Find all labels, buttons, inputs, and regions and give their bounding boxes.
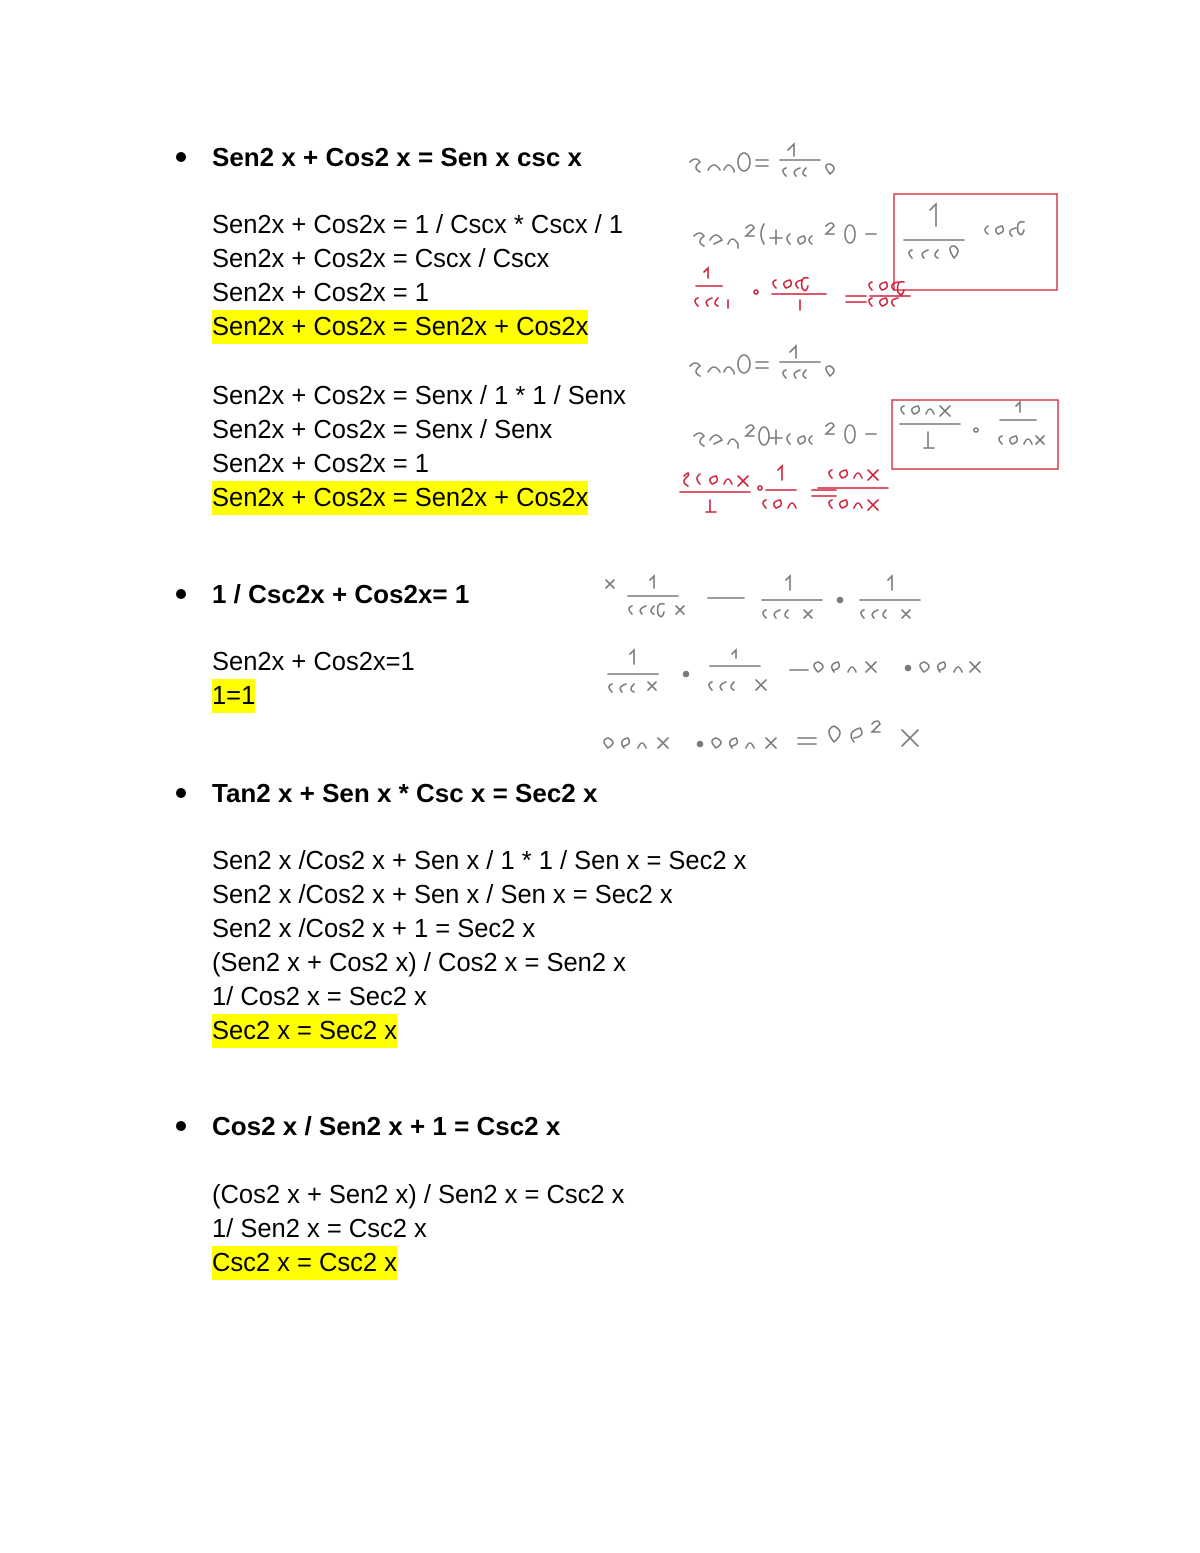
equation-line: Sen2x + Cos2x = 1	[212, 279, 429, 307]
bullet-dot	[176, 788, 186, 798]
equation-line: Sen2 x /Cos2 x + Sen x / 1 * 1 / Sen x = Sec2 x	[212, 847, 747, 875]
section-1-block-2	[212, 379, 626, 515]
annotation-box	[892, 400, 1058, 469]
section-2-lines	[212, 645, 415, 713]
highlighted-result: 1=1	[212, 679, 255, 713]
equation-line: Sen2 x /Cos2 x + 1 = Sec2 x	[212, 915, 536, 943]
equation-line: (Cos2 x + Sen2 x) / Sen2 x = Csc2 x	[212, 1181, 625, 1209]
section-3-heading: Tan2 x + Sen x * Csc x = Sec2 x	[212, 778, 598, 808]
equation-line: Sen2x + Cos2x = Senx / 1 * 1 / Senx	[212, 382, 626, 410]
handwriting-block-3	[604, 576, 980, 748]
highlighted-result: Sen2x + Cos2x = Sen2x + Cos2x	[212, 481, 588, 515]
equation-line: Sen2x + Cos2x = Senx / Senx	[212, 416, 553, 444]
equation-line: Sen2x + Cos2x = 1	[212, 450, 429, 478]
highlighted-result: Csc2 x = Csc2 x	[212, 1246, 397, 1280]
handwriting-block-2	[690, 346, 1044, 448]
highlighted-result: Sen2x + Cos2x = Sen2x + Cos2x	[212, 310, 588, 344]
equation-line: 1/ Cos2 x = Sec2 x	[212, 983, 427, 1011]
equation-line: 1/ Sen2 x = Csc2 x	[212, 1215, 427, 1243]
section-1-block-1	[212, 208, 623, 344]
handwriting-red-2	[680, 466, 888, 512]
section-1-heading: Sen2 x + Cos2 x = Sen x csc x	[212, 142, 583, 172]
section-2-heading: 1 / Csc2x + Cos2x= 1	[212, 579, 470, 609]
equation-line: Sen2x + Cos2x = Cscx / Cscx	[212, 245, 550, 273]
handwriting-block-1	[690, 144, 1024, 258]
equation-line: Sen2 x /Cos2 x + Sen x / Sen x = Sec2 x	[212, 881, 673, 909]
handwriting-red-1	[695, 268, 910, 310]
equation-line: (Sen2 x + Cos2 x) / Cos2 x = Sen2 x	[212, 949, 626, 977]
highlighted-result: Sec2 x = Sec2 x	[212, 1014, 397, 1048]
bullet-dot	[176, 152, 186, 162]
equation-line: Sen2x + Cos2x = 1 / Cscx * Cscx / 1	[212, 211, 624, 239]
section-4-lines	[212, 1178, 624, 1280]
equation-line: Sen2x + Cos2x=1	[212, 648, 415, 676]
section-4-heading: Cos2 x / Sen2 x + 1 = Csc2 x	[212, 1111, 561, 1141]
annotation-box	[894, 194, 1057, 290]
section-3-lines	[212, 844, 746, 1048]
bullet-dot	[176, 1121, 186, 1131]
bullet-dot	[176, 589, 186, 599]
